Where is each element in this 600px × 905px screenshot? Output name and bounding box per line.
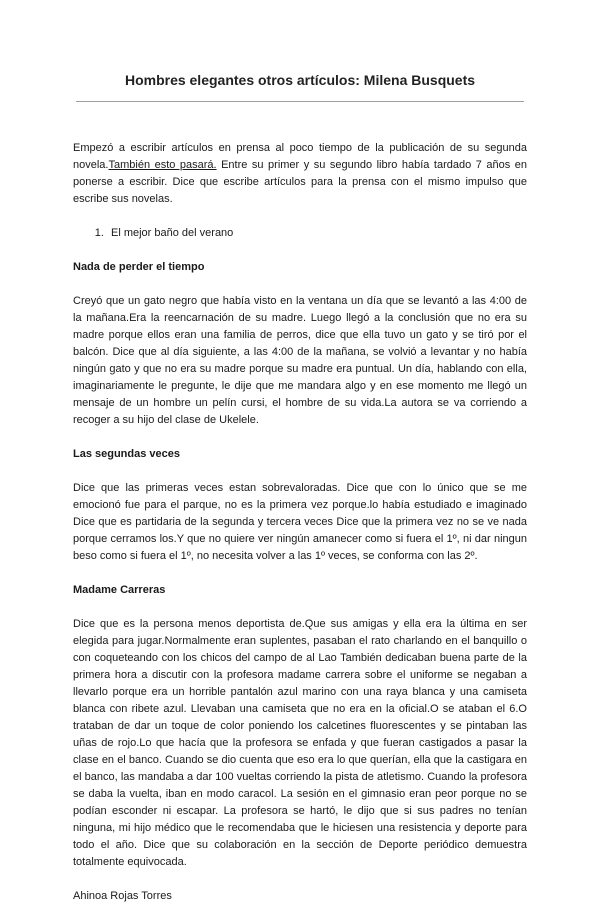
list-item: 1. El mejor baño del verano	[107, 225, 527, 242]
title-divider	[76, 101, 524, 102]
document-title: Hombres elegantes otros artículos: Milena Busquets	[124, 72, 476, 88]
book-link[interactable]: También esto pasará.	[108, 159, 217, 171]
document-body	[73, 140, 527, 905]
section-body-madame-carreras: Dice que es la persona menos deportista de.Que sus amigas y ella era la última en ser elegida para jugar.Normalmente eran suplentes, pasaban el rato charlando en el banquillo o con coqueteando con los chicos del campo de al Lao También dedicaban buena parte de la primera hora a discutir con la profesora madame carrera sobre el uniforme se negaban a llevarlo porque era un horrible pantalón azul marino con una raya blanca y una camiseta blanca con ribete azul. Llevaban una camiseta que no era en la oficial.O se ataban el 6.O trataban de dar un toque de color poniendo los calcetines fluorescentes y se pintaban las uñas de rojo.Lo que hacía que la profesora se enfada y que fueran castigados a pasar la clase en el banco. Cuando se dio cuenta que eso era lo que querían, ella que la castigara en el banco, las mandaba a dar 100 vueltas corriendo la pista de atletismo. Cuando la profesora se daba la vuelta, iban en modo caracol. La sesión en el gimnasio eran peor porque no se podían esconder ni escapar. La profesora se hartó, le dijo que si sus padres no tenían ninguna, mi hijo médico que le recomendaba que le hiciesen una resistencia y deporte para todo el año. Dice que su colaboración en la sección de Deporte periódico demuestra totalmente equivocada.	[73, 618, 527, 868]
intro-text-after: Entre su primer y su segundo libro había tardado 7 años en ponerse a escribir. Dice que escribe artículos para la prensa con el mismo impulso que escribe sus novelas.	[73, 159, 527, 205]
numbered-list	[73, 225, 527, 242]
section-heading-nada-de-perder: Nada de perder el tiempo	[73, 261, 205, 273]
section-body-nada-de-perder: Creyó que un gato negro que había visto en la ventana un día que se levantó a las 4:00 de la mañana.Era la reencarnación de su madre. Luego llegó a la conclusión que no era su madre porque ellos eran una familia de perros, dice que ella tuvo un gato y se tiró por el balcón. Dice que al día siguiente, a las 4:00 de la mañana, se volvió a levantar y no había ningún gato y que no era su madre porque su madre era puntual. Un día, hablando con ella, imaginariamente le pregunte, le dije que me mandara algo y en ese momento me llegó un mensaje de un hombre un pelín cursi, el hombre de su vida.La autora se va corriendo a recoger a su hijo del clase de Ukelele.	[73, 295, 527, 426]
section-body-segundas-veces: Dice que las primeras veces estan sobrevaloradas. Dice que con lo único que se me emocionó fue para el parque, no es la primera vez porque.lo había estudiado e imaginado Dice que es partidaria de la segunda y tercera veces Dice que la primera vez no se ve nada porque cerramos los.Y que no quiere ver ningún amanecer como si fuera el 1º, ni dar ningun beso como si fuera el 1º, no necesita volver a las 1º veces, se conforma con las 2º.	[73, 482, 527, 562]
section-heading-madame-carreras: Madame Carreras	[73, 584, 166, 596]
author-name: Ahinoa Rojas Torres	[73, 890, 172, 902]
intro-text-before: Empezó a escribir artículos en prensa al poco tiempo de la publicación de su segunda novela.	[73, 142, 527, 171]
intro-paragraph	[73, 140, 527, 208]
section-heading-segundas-veces: Las segundas veces	[73, 448, 181, 460]
